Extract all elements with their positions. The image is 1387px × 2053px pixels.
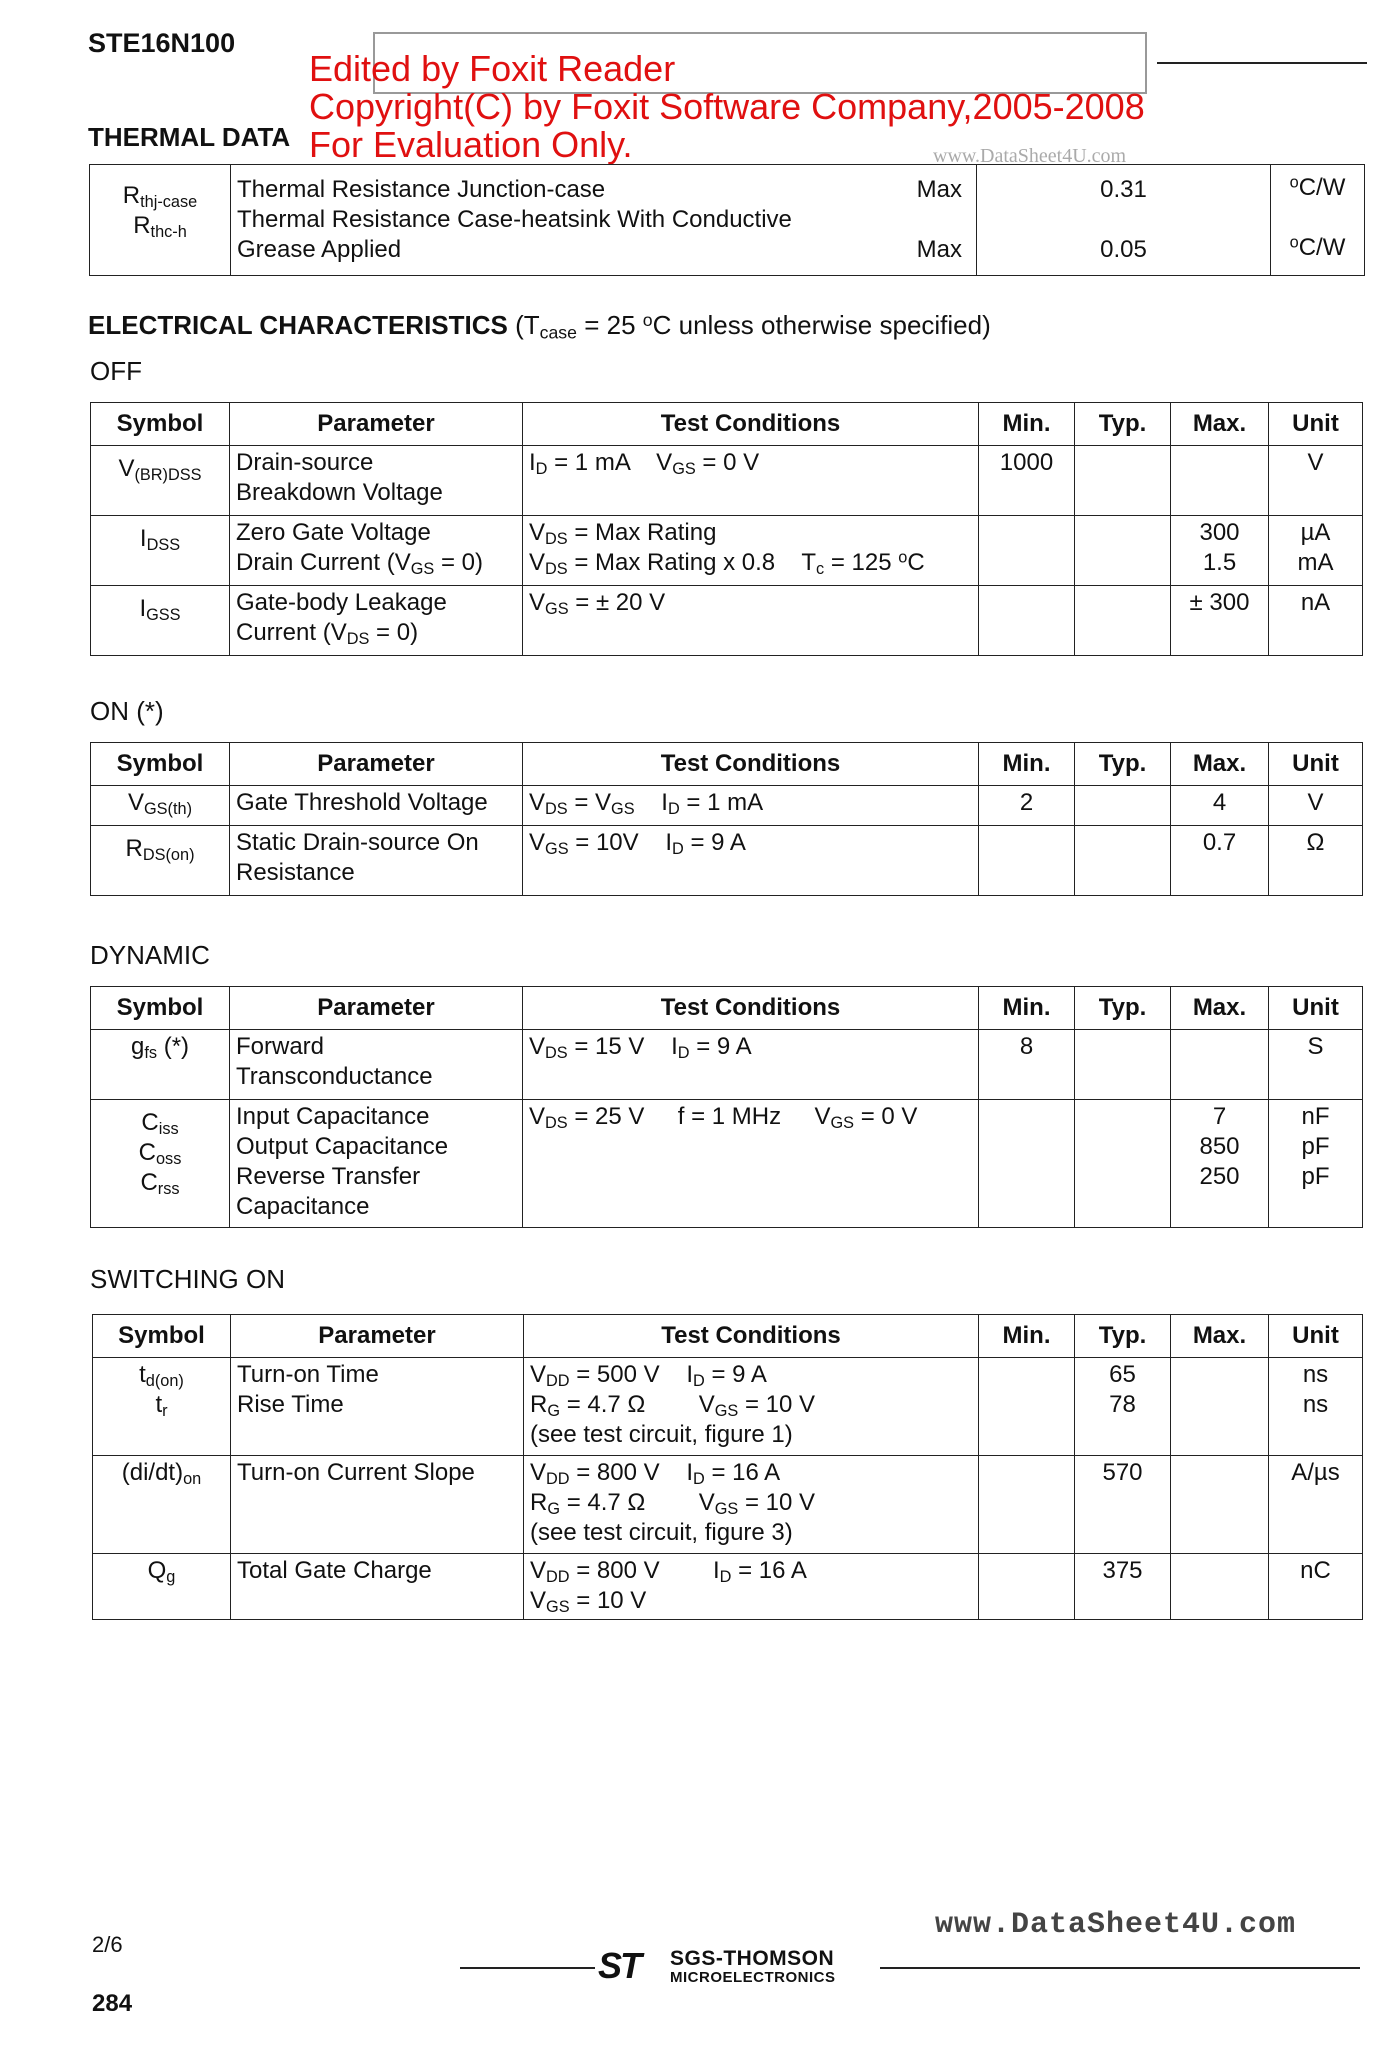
on-title: ON (*) xyxy=(90,696,164,726)
footer-rule-left xyxy=(460,1967,595,1969)
thermal-parameters: Thermal Resistance Junction-case Max Thermal Resistance Case-heatsink With Conductive Grease Applied Max xyxy=(231,165,977,276)
sgs-thomson-logo xyxy=(598,1947,874,1987)
table-row: $R_{DS(on)}$ Static Drain-source On Resistance $V_{GS} = 10V$ $I_D = 9$ A 0.7 Ω xyxy=(91,826,1363,896)
table-row: $I_{GSS}$ Gate-body Leakage Current $(V_{DS} = 0)$ $V_{GS}$ = ± 20 V ± 300 nA xyxy=(91,586,1363,656)
switching-header-row: Symbol Parameter Test Conditions Min. Typ. Max. Unit xyxy=(93,1315,1363,1358)
table-row: $Q_g$ Total Gate Charge $V_{DD} = 800$ V $I_D = 16$ A $V_{GS} = 10$ V 375 nC xyxy=(93,1554,1363,1620)
watermark-line-3: For Evaluation Only. xyxy=(309,124,633,165)
on-header-row: Symbol Parameter Test Conditions Min. Typ. Max. Unit xyxy=(91,743,1363,786)
logo-sub: MICROELECTRONICS xyxy=(670,1969,836,1986)
col-symbol: Symbol xyxy=(91,403,230,446)
table-row: $C_{iss}$ $C_{oss}$ $C_{rss}$ Input Capacitance Output Capacitance Reverse Transfer Capacitance $V_{DS} = 25$ V f = 1 MHz $V_{GS} = 0$ V 7 850 250 nF pF pF xyxy=(91,1100,1363,1228)
switching-title: SWITCHING ON xyxy=(90,1264,285,1294)
col-min: Min. xyxy=(979,403,1075,446)
thermal-values: 0.31 0.05 xyxy=(977,165,1271,276)
footer-page-of: 2/6 xyxy=(92,1932,123,1957)
table-row: $V_{(BR)DSS}$ Drain-source Breakdown Voltage $I_D = 1$ mA $V_{GS} = 0$ V 1000 V xyxy=(91,446,1363,516)
dynamic-header-row: Symbol Parameter Test Conditions Min. Typ. Max. Unit xyxy=(91,987,1363,1030)
col-unit: Unit xyxy=(1269,403,1363,446)
dynamic-title: DYNAMIC xyxy=(90,940,210,970)
table-row: $V_{GS(th)}$ Gate Threshold Voltage $V_{DS} = V_{GS}$ $I_D = 1$ mA 2 4 V xyxy=(91,786,1363,826)
header-rule xyxy=(1157,62,1367,64)
on-table xyxy=(90,742,1363,896)
table-row: $I_{DSS}$ Zero Gate Voltage Drain Current $(V_{GS} = 0)$ $V_{DS}$ = Max Rating $V_{DS}$ = Max Rating x 0.8 $T_c = 125$ $^o$C 300 1.5 µA mA xyxy=(91,516,1363,586)
col-parameter: Parameter xyxy=(230,403,523,446)
table-row: $(di/dt)_{on}$ Turn-on Current Slope $V_{DD} = 800$ V $I_D = 16$ A $R_G = 4.7$ Ω $V_{GS} = 10$ V (see test circuit, figure 3) 570 A/µs xyxy=(93,1456,1363,1554)
switching-table xyxy=(92,1314,1363,1620)
thermal-units: $^o$C/W $^o$C/W xyxy=(1271,165,1365,276)
footer-page-number: 284 xyxy=(92,1990,133,2017)
footer-site: www.DataSheet4U.com xyxy=(935,1908,1297,1942)
thermal-title: THERMAL DATA xyxy=(88,122,291,152)
off-title: OFF xyxy=(90,356,142,386)
col-typ: Typ. xyxy=(1075,403,1171,446)
electrical-title: ELECTRICAL CHARACTERISTICS ($T_{case} = 25$ $^o$C unless otherwise specified) xyxy=(88,310,991,343)
thermal-row xyxy=(90,165,1365,276)
st-logo-icon: ST xyxy=(598,1945,641,1986)
table-row: $g_{fs}$ (*) Forward Transconductance $V_{DS} = 15$ V $I_D = 9$ A 8 S xyxy=(91,1030,1363,1100)
off-header-row xyxy=(91,403,1363,446)
site-watermark-small: www.DataSheet4U.com xyxy=(933,145,1127,167)
dynamic-table xyxy=(90,986,1363,1228)
thermal-table xyxy=(89,164,1365,276)
logo-name: SGS-THOMSON xyxy=(670,1947,835,1970)
col-test-conditions: Test Conditions xyxy=(523,403,979,446)
watermark-line-2: Copyright(C) by Foxit Software Company,2005-2008 xyxy=(309,86,1145,127)
thermal-symbols: $R_{thj-case}$ $R_{thc-h}$ xyxy=(90,165,231,276)
off-table xyxy=(90,402,1363,656)
part-number: STE16N100 xyxy=(88,28,236,58)
watermark-line-1: Edited by Foxit Reader xyxy=(309,48,676,89)
col-max: Max. xyxy=(1171,403,1269,446)
table-row: $t_{d(on)}$ $t_r$ Turn-on Time Rise Time $V_{DD} = 500$ V $I_D = 9$ A $R_G = 4.7$ Ω $V_{GS} = 10$ V (see test circuit, figure 1) 65 78 ns ns xyxy=(93,1358,1363,1456)
footer-rule-right xyxy=(880,1967,1360,1969)
